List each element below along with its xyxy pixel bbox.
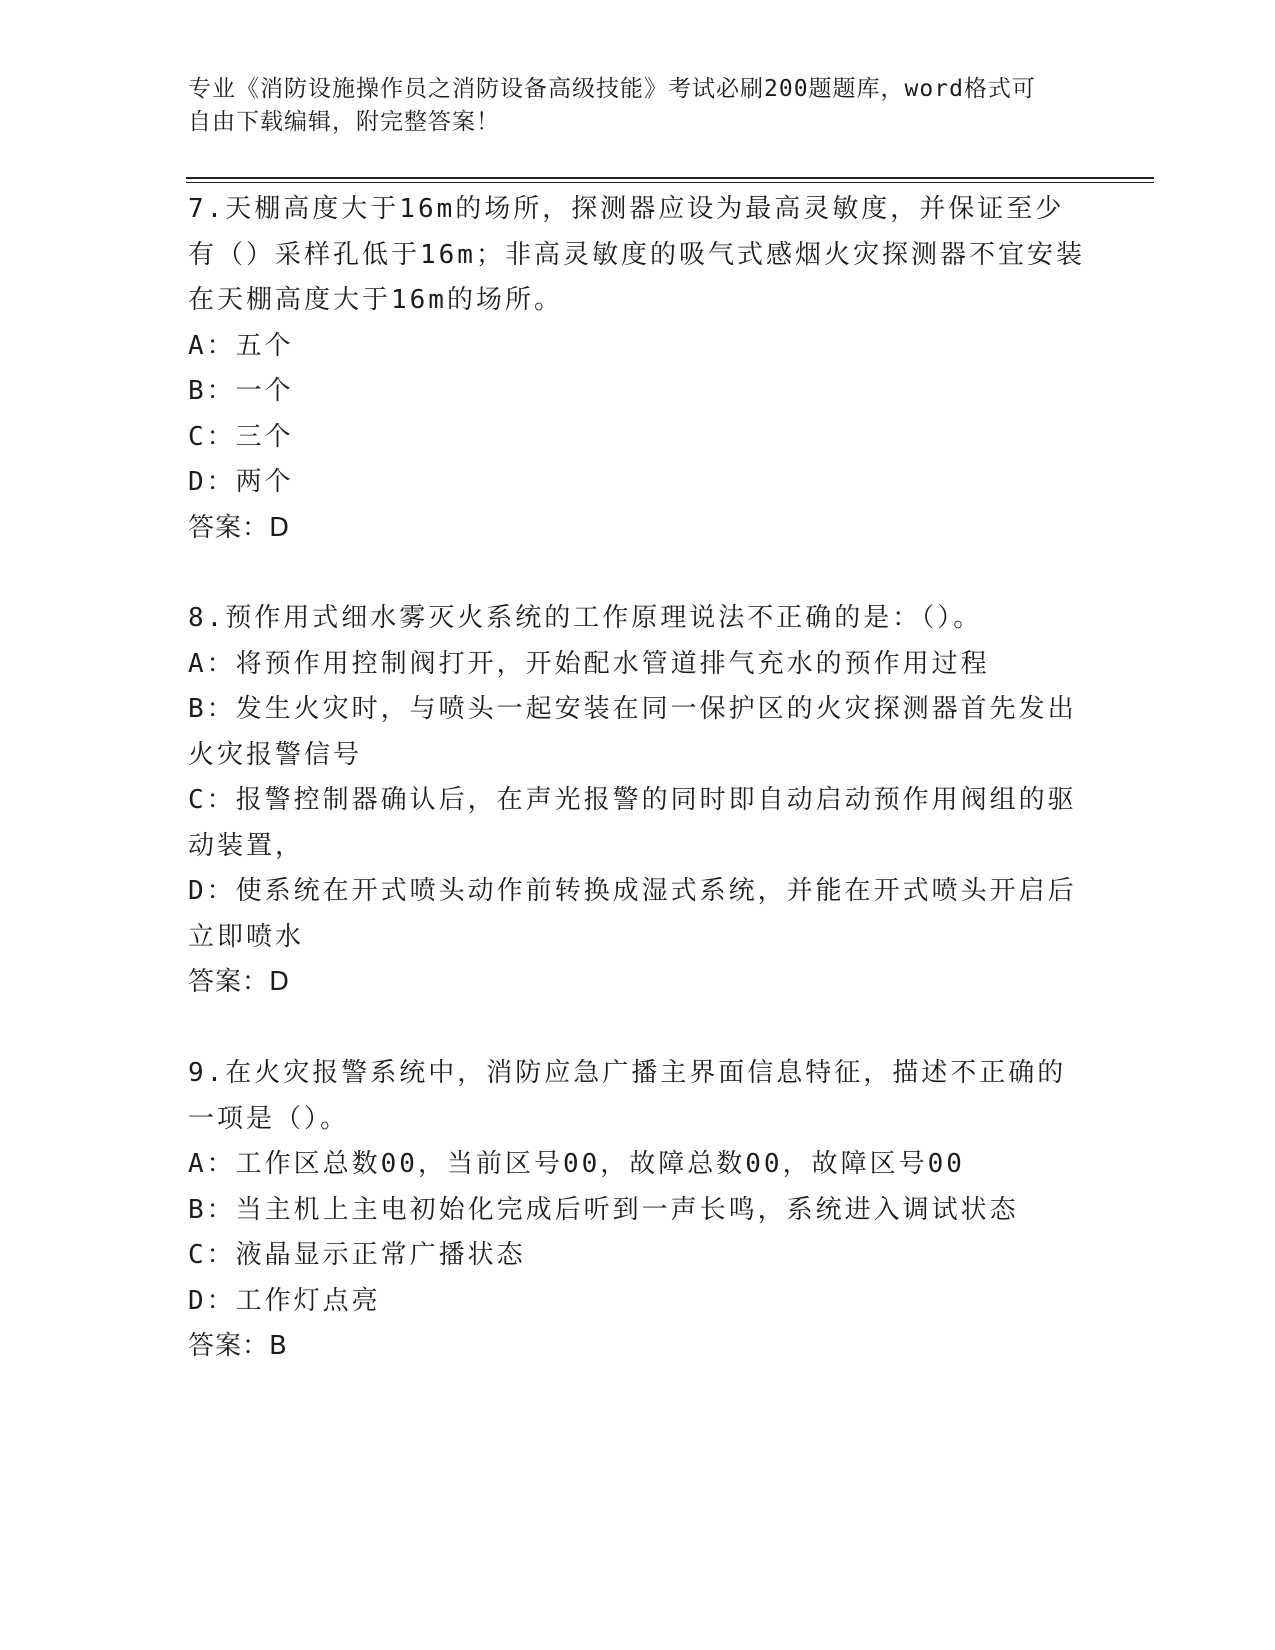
option-c-continued: 动装置， <box>188 830 305 861</box>
question-text-line: 8.预作用式细水雾灭火系统的工作原理说法不正确的是：（）。 <box>188 603 983 633</box>
question-text-line: 在天棚高度大于16m的场所。 <box>188 285 563 315</box>
question-9 <box>188 1051 1088 1370</box>
document-header <box>188 73 1088 139</box>
question-text-line: 一项是（）。 <box>188 1103 350 1134</box>
option-d-continued: 立即喷水 <box>188 921 305 952</box>
question-text-line: 9.在火灾报警系统中，消防应急广播主界面信息特征，描述不正确的 <box>188 1058 1067 1088</box>
option-d: D：两个 <box>188 467 294 497</box>
header-divider-thin <box>186 182 1154 183</box>
option-b-continued: 火灾报警信号 <box>188 739 363 770</box>
option-b: B：一个 <box>188 376 294 406</box>
question-text-line: 7.天棚高度大于16m的场所，探测器应设为最高灵敏度，并保证至少 <box>188 194 1065 224</box>
question-8 <box>188 596 1088 1006</box>
header-divider-thick <box>186 177 1154 179</box>
answer: 答案：D <box>188 967 291 997</box>
question-text-line: 有（）采样孔低于16m；非高灵敏度的吸气式感烟火灾探测器不宜安装 <box>188 239 1085 270</box>
answer: 答案：B <box>188 1331 288 1361</box>
option-d: D：工作灯点亮 <box>188 1285 381 1316</box>
option-b: B：发生火灾时，与喷头一起安装在同一保护区的火灾探测器首先发出 <box>188 694 1077 724</box>
option-c: C：液晶显示正常广播状态 <box>188 1240 526 1270</box>
header-line-1: 专业《消防设施操作员之消防设备高级技能》考试必刷200题题库，word格式可 <box>188 76 1036 102</box>
header-line-2: 自由下载编辑，附完整答案！ <box>188 109 500 135</box>
question-7 <box>188 187 1088 551</box>
option-c: C：报警控制器确认后，在声光报警的同时即自动启动预作用阀组的驱 <box>188 785 1077 815</box>
answer: 答案：D <box>188 512 291 543</box>
option-d: D：使系统在开式喷头动作前转换成湿式系统，并能在开式喷头开启后 <box>188 876 1077 906</box>
option-a: A：工作区总数00，当前区号00，故障总数00，故障区号00 <box>188 1149 965 1179</box>
option-b: B：当主机上主电初始化完成后听到一声长鸣，系统进入调试状态 <box>188 1194 1019 1225</box>
option-a: A：将预作用控制阀打开，开始配水管道排气充水的预作用过程 <box>188 648 990 679</box>
option-c: C：三个 <box>188 421 294 452</box>
option-a: A：五个 <box>188 330 294 361</box>
